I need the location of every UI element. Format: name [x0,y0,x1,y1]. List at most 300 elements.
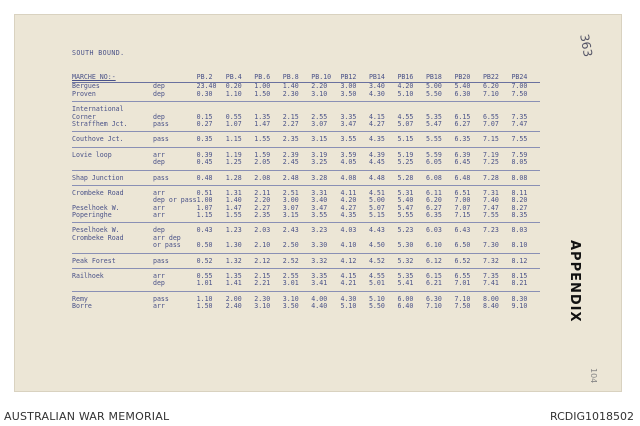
time-cell: 7.59 [511,150,528,159]
time-cell: 7.41 [483,280,512,291]
time-cell: 5.01 [369,280,398,291]
time-cell: 4.20 [340,196,357,205]
time-cell: 6.27 [425,203,442,212]
time-cell: 6.50 [454,242,483,253]
table-row [72,223,540,235]
time-cell: 0.39 [196,150,213,159]
time-cell: 5.55 [426,132,455,147]
time-cell: 5.35 [425,112,442,121]
table-row [72,102,540,114]
time-cell: 5.55 [397,212,426,223]
movement-type [153,102,197,114]
time-cell: 5.28 [397,170,426,185]
time-cell [426,102,455,114]
time-cell: 3.35 [340,112,357,121]
time-cell: 2.45 [283,159,312,170]
time-cell: 8.40 [482,302,499,311]
time-cell: 1.07 [226,121,255,132]
column-header-train: PB16 [397,74,426,83]
time-cell: 4.30 [369,91,398,102]
time-cell: 3.07 [282,203,299,212]
time-cell: 4.00 [311,294,328,303]
time-cell: 1.10 [226,91,255,102]
time-cell: 1.10 [196,294,213,303]
time-cell: 1.55 [254,132,283,147]
time-cell: 1.50 [196,302,213,311]
time-cell: 1.28 [226,170,255,185]
time-cell: 5.32 [397,253,426,268]
table-row [72,132,540,147]
time-cell: 5.25 [397,159,426,170]
column-header-train: PB.8 [283,74,312,83]
time-cell: 1.50 [254,91,283,102]
time-cell: 1.00 [254,82,271,91]
time-cell: 4.51 [368,188,385,197]
time-cell: 6.10 [426,242,455,253]
movement-type: dep [152,226,165,235]
time-cell: 9.10 [511,302,528,311]
time-cell: 2.10 [254,242,283,253]
station-name: Couthove Jct. [72,132,153,147]
time-cell: 3.10 [254,302,271,311]
time-cell: 2.21 [254,280,283,291]
time-cell: 3.59 [340,150,357,159]
time-cell: 1.25 [226,159,255,170]
time-cell: 4.21 [340,280,369,291]
time-cell: 4.12 [340,253,369,268]
time-cell: 7.00 [454,196,471,205]
time-cell: 4.05 [340,159,369,170]
time-cell: 6.48 [454,170,483,185]
time-cell: 7.32 [483,253,512,268]
time-cell: 2.15 [282,112,299,121]
column-header-train: PB24 [511,74,540,83]
time-cell: 3.28 [311,170,340,185]
time-cell: 3.15 [283,212,312,223]
time-cell: 4.11 [340,188,357,197]
table-row [72,91,540,102]
time-cell: 3.40 [368,82,385,91]
time-cell: 7.55 [511,132,540,147]
time-cell: 7.15 [454,212,483,223]
time-cell: 0.15 [196,112,213,121]
table-row [72,121,540,132]
time-cell: 2.15 [254,272,271,281]
time-cell: 1.01 [197,280,226,291]
time-cell: 6.20 [425,196,442,205]
time-cell: 4.52 [369,253,398,268]
movement-type: dep [152,112,165,121]
column-header-marche: MARCHE NO:- [72,74,153,83]
time-cell: 4.20 [397,82,414,91]
time-cell: 6.08 [426,170,455,185]
time-cell: 5.00 [425,82,442,91]
station-name: Railhoek [72,272,104,281]
movement-type: pass [153,253,197,268]
time-cell: 8.00 [482,294,499,303]
time-cell: 2.27 [254,203,271,212]
movement-type: dep [152,82,165,91]
time-cell: 5.00 [368,196,385,205]
time-cell: 0.55 [196,272,213,281]
time-cell: 6.30 [425,294,442,303]
time-cell: 0.55 [225,112,242,121]
time-cell: 5.10 [397,91,426,102]
time-cell: 3.25 [311,159,340,170]
time-cell: 1.41 [226,280,255,291]
time-cell: 2.12 [254,253,283,268]
time-cell [254,102,283,114]
column-header-train: PB.4 [226,74,255,83]
time-cell: 7.07 [483,121,512,132]
time-cell: 3.41 [311,280,340,291]
time-cell: 2.40 [225,302,242,311]
station-name: Peselhoek W. [72,203,120,212]
time-cell: 7.28 [483,170,512,185]
column-header-train: PB12 [340,74,369,83]
time-cell: 3.15 [311,132,340,147]
time-cell: 1.32 [226,253,255,268]
time-cell: 8.03 [511,226,528,235]
time-cell: 5.10 [368,294,385,303]
time-cell: 8.11 [511,188,528,197]
time-cell: 0.20 [225,82,242,91]
footer-record-id: RCDIG1018502 [549,410,634,423]
time-cell: 5.31 [397,188,414,197]
time-cell: 4.35 [340,212,369,223]
movement-type: pass [153,121,197,132]
table-row [72,303,540,310]
time-cell: 0.50 [197,242,226,253]
time-cell: 8.35 [511,212,540,223]
movement-type: or pass [153,242,197,253]
movement-type: pass [153,170,197,185]
time-cell: 3.10 [311,91,340,102]
movement-type: dep [153,159,197,170]
time-cell: 0.51 [196,188,213,197]
time-cell: 4.39 [368,150,385,159]
time-cell: 1.19 [225,150,242,159]
time-cell: 5.23 [397,226,414,235]
table-row [72,280,540,291]
time-cell: 7.30 [483,242,512,253]
station-name: Bergues [72,82,100,91]
time-cell: 1.40 [282,82,299,91]
time-cell: 2.35 [254,212,283,223]
time-cell: 23.40 [196,82,217,91]
time-cell: 2.52 [283,253,312,268]
appendix-stamp: APPENDIX [567,240,582,323]
time-cell: 4.15 [340,272,357,281]
time-cell: 2.20 [311,82,328,91]
time-cell: 3.30 [311,242,340,253]
time-cell: 3.50 [340,91,369,102]
time-cell: 1.00 [196,196,213,205]
station-name: Borre [72,302,92,311]
time-cell: 3.55 [311,212,340,223]
movement-type: pass [153,132,197,147]
time-cell: 2.39 [282,150,299,159]
time-cell: 4.08 [340,170,369,185]
time-cell: 2.30 [283,91,312,102]
table-row [72,242,540,253]
time-cell: 0.48 [197,170,226,185]
time-cell: 7.25 [483,159,512,170]
time-cell: 3.47 [340,121,369,132]
time-cell: 1.23 [225,226,242,235]
time-cell [197,102,226,114]
time-cell: 1.15 [226,132,255,147]
time-cell: 6.43 [454,226,471,235]
time-cell: 4.10 [340,242,369,253]
movement-type: dep [153,280,197,291]
station-name: International [72,105,124,114]
time-cell [397,102,426,114]
movement-type: arr [152,272,165,281]
time-cell: 5.15 [369,212,398,223]
time-cell: 1.35 [225,272,242,281]
time-cell: 8.20 [511,196,528,205]
time-cell: 3.01 [283,280,312,291]
station-name: Shap Junction [72,170,153,185]
document-title: SOUTH BOUND. [72,49,125,57]
time-cell: 5.07 [368,203,385,212]
time-cell: 5.41 [397,280,426,291]
column-header-train: PB22 [483,74,512,83]
time-cell: 6.40 [397,302,414,311]
station-name: Corner [72,112,96,121]
station-name: Peselhoek W. [72,226,120,235]
time-cell: 6.05 [426,159,455,170]
time-cell: 2.08 [254,170,283,185]
time-cell: 7.23 [482,226,499,235]
column-header-train: PB.6 [254,74,283,83]
time-cell: 7.31 [482,188,499,197]
time-cell: 5.19 [397,150,414,159]
time-cell [340,102,369,114]
time-cell: 7.35 [511,112,528,121]
time-cell: 6.27 [454,121,483,132]
time-cell: 2.05 [254,159,283,170]
time-cell: 7.00 [511,82,528,91]
time-cell [311,102,340,114]
time-cell: 1.40 [225,196,242,205]
time-cell: 8.05 [511,159,540,170]
movement-type: arr [152,302,165,311]
station-name [72,159,153,170]
time-cell: 2.35 [283,132,312,147]
time-cell: 2.48 [283,170,312,185]
time-cell: 8.08 [511,170,540,185]
station-name: Crombeke Road [72,233,124,242]
pencil-note: 104 [589,368,598,384]
station-name: Lovie loop [72,150,112,159]
time-cell: 0.30 [197,91,226,102]
station-name: Proven [72,91,153,102]
time-cell: 3.00 [282,196,299,205]
time-cell: 8.12 [511,253,540,268]
time-cell: 3.50 [282,302,299,311]
time-cell: 6.39 [454,150,471,159]
page-number: 363 [577,33,595,58]
movement-type: pass [152,294,169,303]
time-cell: 6.55 [454,272,471,281]
time-cell: 5.30 [397,242,426,253]
time-cell [511,102,540,114]
time-cell: 4.03 [340,226,357,235]
time-cell: 0.52 [197,253,226,268]
time-cell: 6.11 [425,188,442,197]
time-cell: 5.10 [340,302,357,311]
time-cell: 0.35 [197,132,226,147]
time-cell: 2.51 [282,188,299,197]
table-row [72,170,540,185]
time-cell: 7.15 [483,132,512,147]
movement-type: arr [152,150,165,159]
column-header-train: PB.10 [311,74,340,83]
time-cell: 6.15 [454,112,471,121]
station-name [72,242,153,253]
time-cell: 2.11 [254,188,271,197]
time-cell: 4.27 [369,121,398,132]
time-cell: 7.01 [454,280,483,291]
time-cell [369,102,398,114]
time-cell: 3.19 [311,150,328,159]
time-cell: 6.55 [482,112,499,121]
time-cell: 2.43 [282,226,299,235]
time-cell: 5.40 [454,82,471,91]
time-cell: 2.30 [254,294,271,303]
time-cell: 6.45 [454,159,483,170]
time-cell: 4.27 [340,203,357,212]
time-cell: 5.50 [426,91,455,102]
movement-type: arr [153,212,197,223]
time-cell: 1.07 [196,203,213,212]
time-cell: 6.20 [482,82,499,91]
time-cell: 4.40 [311,302,328,311]
time-cell: 2.00 [225,294,242,303]
time-cell: 2.50 [283,242,312,253]
time-cell: 0.43 [196,226,213,235]
time-cell: 3.47 [311,203,328,212]
time-cell: 2.55 [282,272,299,281]
time-cell: 1.31 [225,188,242,197]
time-cell: 3.23 [311,226,328,235]
time-cell: 6.12 [426,253,455,268]
time-cell [483,102,512,114]
time-cell: 0.27 [197,121,226,132]
time-cell: 5.47 [397,203,414,212]
movement-type: dep or pass [152,196,197,205]
time-cell: 1.15 [197,212,226,223]
time-cell: 7.50 [511,91,540,102]
time-cell: 3.35 [311,272,328,281]
time-cell: 6.35 [426,212,455,223]
time-cell: 1.47 [225,203,242,212]
movement-type: arr dep [152,233,181,242]
time-cell: 0.45 [197,159,226,170]
time-cell: 3.40 [311,196,328,205]
time-cell: 1.55 [226,212,255,223]
station-name [72,280,153,291]
time-cell: 5.59 [425,150,442,159]
time-cell: 4.35 [369,132,398,147]
time-cell: 8.30 [511,294,528,303]
time-cell: 7.50 [454,302,471,311]
time-cell: 2.20 [254,196,271,205]
time-cell: 2.03 [254,226,271,235]
time-cell: 4.15 [368,112,385,121]
time-cell: 7.19 [482,150,499,159]
time-cell: 7.10 [425,302,442,311]
station-name: Remy [72,294,88,303]
time-cell: 7.47 [511,121,540,132]
station-name: Crombeke Road [72,188,124,197]
time-cell: 2.55 [311,112,328,121]
time-cell: 7.35 [482,272,499,281]
time-cell: 1.35 [254,112,271,121]
time-cell: 7.40 [482,196,499,205]
time-cell: 4.30 [340,294,357,303]
time-cell: 4.48 [369,170,398,185]
time-cell: 6.51 [454,188,471,197]
timetable-body [72,83,540,311]
time-cell: 5.50 [368,302,385,311]
time-cell: 3.55 [340,132,369,147]
column-header-train: PB14 [369,74,398,83]
column-header-train: PB20 [454,74,483,83]
time-cell: 4.55 [368,272,385,281]
movement-type: arr [152,188,165,197]
time-cell: 7.10 [454,294,471,303]
column-header-train: PB18 [426,74,455,83]
station-name: Peak Forest [72,253,153,268]
time-cell: 6.21 [426,280,455,291]
time-cell: 5.15 [397,132,426,147]
time-cell: 4.55 [397,112,414,121]
time-cell: 6.15 [425,272,442,281]
time-cell: 4.43 [368,226,385,235]
archive-footer [0,406,640,426]
time-cell: 5.47 [426,121,455,132]
time-cell: 5.07 [397,121,426,132]
movement-type: dep [153,91,197,102]
time-cell: 3.10 [282,294,299,303]
time-cell: 1.59 [254,150,271,159]
time-cell [283,102,312,114]
time-cell [454,102,483,114]
time-cell: 3.32 [311,253,340,268]
time-cell: 7.55 [483,212,512,223]
time-cell: 3.07 [311,121,340,132]
time-cell: 8.21 [511,280,540,291]
time-cell: 4.45 [369,159,398,170]
time-cell: 7.10 [483,91,512,102]
movement-type: arr [152,203,165,212]
table-row [72,253,540,268]
time-cell: 8.27 [511,203,528,212]
station-name: Straffhem Jct. [72,121,153,132]
time-cell [226,102,255,114]
time-cell: 6.30 [454,91,483,102]
time-cell: 5.35 [397,272,414,281]
time-cell: 6.52 [454,253,483,268]
time-cell: 1.30 [226,242,255,253]
time-cell: 4.50 [369,242,398,253]
time-cell: 2.27 [283,121,312,132]
station-name: Poperinghe [72,212,153,223]
time-cell: 7.47 [482,203,499,212]
